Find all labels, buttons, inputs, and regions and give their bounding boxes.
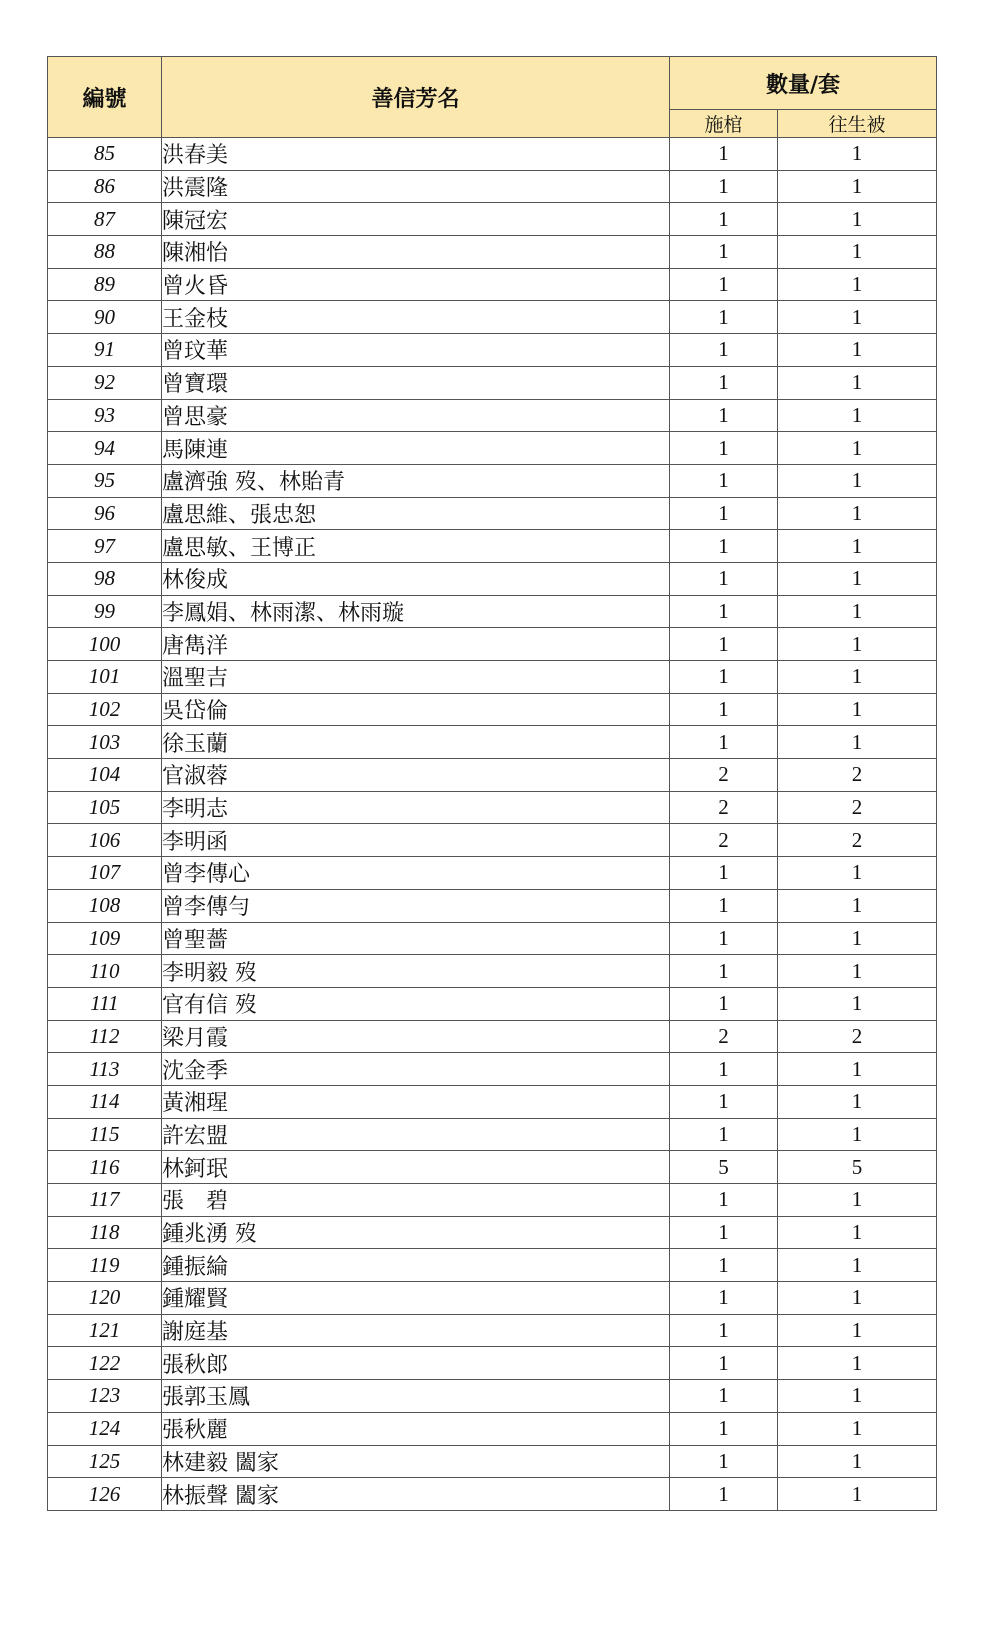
row-coffin-qty: 1 — [670, 236, 778, 269]
row-coffin-qty: 1 — [670, 1216, 778, 1249]
row-shroud-qty: 1 — [778, 562, 937, 595]
row-number: 96 — [48, 497, 162, 530]
row-shroud-qty: 1 — [778, 987, 937, 1020]
row-number: 114 — [48, 1085, 162, 1118]
row-coffin-qty: 1 — [670, 138, 778, 171]
row-name: 謝庭基 — [162, 1314, 670, 1347]
row-name: 唐雋洋 — [162, 628, 670, 661]
row-name: 陳湘怡 — [162, 236, 670, 269]
row-coffin-qty: 1 — [670, 1249, 778, 1282]
table-row — [48, 1249, 937, 1282]
row-shroud-qty: 1 — [778, 595, 937, 628]
table-row — [48, 497, 937, 530]
header-number: 編號 — [48, 57, 162, 138]
header-name: 善信芳名 — [162, 57, 670, 138]
row-shroud-qty: 1 — [778, 1314, 937, 1347]
row-name: 林俊成 — [162, 562, 670, 595]
table-row — [48, 138, 937, 171]
row-number: 98 — [48, 562, 162, 595]
row-name: 曾思豪 — [162, 399, 670, 432]
row-number: 101 — [48, 661, 162, 694]
row-coffin-qty: 1 — [670, 1380, 778, 1413]
row-shroud-qty: 2 — [778, 759, 937, 792]
row-name: 曾李傳勻 — [162, 889, 670, 922]
table-row — [48, 726, 937, 759]
row-number: 105 — [48, 791, 162, 824]
table-row — [48, 301, 937, 334]
table-row — [48, 203, 937, 236]
row-coffin-qty: 1 — [670, 595, 778, 628]
row-name: 張秋麗 — [162, 1412, 670, 1445]
row-number: 86 — [48, 170, 162, 203]
row-coffin-qty: 1 — [670, 530, 778, 563]
row-name: 林振聲 闔家 — [162, 1478, 670, 1511]
row-shroud-qty: 1 — [778, 693, 937, 726]
row-shroud-qty: 1 — [778, 1216, 937, 1249]
table-row — [48, 628, 937, 661]
table-row — [48, 1445, 937, 1478]
row-name: 張郭玉鳳 — [162, 1380, 670, 1413]
row-coffin-qty: 1 — [670, 562, 778, 595]
row-coffin-qty: 1 — [670, 1053, 778, 1086]
row-shroud-qty: 1 — [778, 1249, 937, 1282]
row-number: 103 — [48, 726, 162, 759]
row-number: 111 — [48, 987, 162, 1020]
row-coffin-qty: 1 — [670, 1478, 778, 1511]
row-number: 104 — [48, 759, 162, 792]
row-number: 119 — [48, 1249, 162, 1282]
row-number: 117 — [48, 1184, 162, 1217]
row-name: 盧思敏、王博正 — [162, 530, 670, 563]
table-row — [48, 1314, 937, 1347]
row-shroud-qty: 1 — [778, 1478, 937, 1511]
row-number: 99 — [48, 595, 162, 628]
table-row — [48, 366, 937, 399]
row-shroud-qty: 1 — [778, 726, 937, 759]
row-number: 122 — [48, 1347, 162, 1380]
row-number: 116 — [48, 1151, 162, 1184]
row-number: 107 — [48, 857, 162, 890]
row-coffin-qty: 1 — [670, 987, 778, 1020]
table-row — [48, 1347, 937, 1380]
row-shroud-qty: 1 — [778, 1184, 937, 1217]
table-row — [48, 987, 937, 1020]
row-number: 100 — [48, 628, 162, 661]
row-shroud-qty: 2 — [778, 1020, 937, 1053]
table-row — [48, 1151, 937, 1184]
row-coffin-qty: 1 — [670, 661, 778, 694]
row-name: 陳冠宏 — [162, 203, 670, 236]
row-coffin-qty: 1 — [670, 1282, 778, 1315]
header-shroud: 往生被 — [778, 110, 937, 138]
table-row — [48, 236, 937, 269]
row-shroud-qty: 1 — [778, 889, 937, 922]
row-coffin-qty: 1 — [670, 628, 778, 661]
row-coffin-qty: 1 — [670, 268, 778, 301]
row-coffin-qty: 5 — [670, 1151, 778, 1184]
row-shroud-qty: 2 — [778, 791, 937, 824]
row-number: 87 — [48, 203, 162, 236]
row-coffin-qty: 1 — [670, 497, 778, 530]
table-row — [48, 1282, 937, 1315]
row-coffin-qty: 1 — [670, 857, 778, 890]
row-coffin-qty: 1 — [670, 399, 778, 432]
row-number: 89 — [48, 268, 162, 301]
row-name: 曾寶環 — [162, 366, 670, 399]
row-coffin-qty: 2 — [670, 791, 778, 824]
table-body — [48, 138, 937, 1511]
row-coffin-qty: 1 — [670, 464, 778, 497]
row-number: 125 — [48, 1445, 162, 1478]
table-header — [48, 57, 937, 138]
row-coffin-qty: 1 — [670, 1314, 778, 1347]
table-row — [48, 693, 937, 726]
row-coffin-qty: 2 — [670, 759, 778, 792]
row-number: 85 — [48, 138, 162, 171]
row-number: 118 — [48, 1216, 162, 1249]
row-coffin-qty: 1 — [670, 334, 778, 367]
row-name: 林鈳珉 — [162, 1151, 670, 1184]
table-row — [48, 955, 937, 988]
row-shroud-qty: 1 — [778, 1282, 937, 1315]
row-shroud-qty: 1 — [778, 464, 937, 497]
row-coffin-qty: 1 — [670, 1445, 778, 1478]
row-number: 94 — [48, 432, 162, 465]
row-coffin-qty: 1 — [670, 432, 778, 465]
row-name: 溫聖吉 — [162, 661, 670, 694]
table-row — [48, 1380, 937, 1413]
row-coffin-qty: 1 — [670, 955, 778, 988]
row-number: 109 — [48, 922, 162, 955]
row-name: 王金枝 — [162, 301, 670, 334]
row-coffin-qty: 2 — [670, 824, 778, 857]
row-name: 馬陳連 — [162, 432, 670, 465]
row-number: 108 — [48, 889, 162, 922]
table-row — [48, 432, 937, 465]
row-name: 李鳳娟、林雨潔、林雨璇 — [162, 595, 670, 628]
row-coffin-qty: 1 — [670, 203, 778, 236]
row-shroud-qty: 1 — [778, 301, 937, 334]
row-name: 李明函 — [162, 824, 670, 857]
table-row — [48, 661, 937, 694]
row-number: 91 — [48, 334, 162, 367]
row-shroud-qty: 2 — [778, 824, 937, 857]
table-row — [48, 922, 937, 955]
row-coffin-qty: 1 — [670, 366, 778, 399]
table-row — [48, 824, 937, 857]
row-coffin-qty: 1 — [670, 170, 778, 203]
row-shroud-qty: 1 — [778, 236, 937, 269]
row-number: 113 — [48, 1053, 162, 1086]
row-coffin-qty: 1 — [670, 1085, 778, 1118]
row-coffin-qty: 1 — [670, 1412, 778, 1445]
table-row — [48, 595, 937, 628]
table-row — [48, 268, 937, 301]
table-row — [48, 464, 937, 497]
donor-table — [47, 56, 937, 1511]
row-number: 95 — [48, 464, 162, 497]
table-row — [48, 1216, 937, 1249]
row-shroud-qty: 1 — [778, 268, 937, 301]
table-row — [48, 530, 937, 563]
row-number: 126 — [48, 1478, 162, 1511]
table-row — [48, 1020, 937, 1053]
row-shroud-qty: 1 — [778, 1053, 937, 1086]
row-number: 110 — [48, 955, 162, 988]
row-number: 102 — [48, 693, 162, 726]
row-coffin-qty: 1 — [670, 922, 778, 955]
row-name: 張 碧 — [162, 1184, 670, 1217]
table-row — [48, 1478, 937, 1511]
table-row — [48, 334, 937, 367]
row-shroud-qty: 1 — [778, 1118, 937, 1151]
row-name: 曾火昏 — [162, 268, 670, 301]
row-shroud-qty: 1 — [778, 955, 937, 988]
row-number: 124 — [48, 1412, 162, 1445]
row-name: 曾玟華 — [162, 334, 670, 367]
row-name: 黃湘瑆 — [162, 1085, 670, 1118]
row-number: 93 — [48, 399, 162, 432]
row-name: 洪震隆 — [162, 170, 670, 203]
row-shroud-qty: 1 — [778, 661, 937, 694]
row-number: 88 — [48, 236, 162, 269]
row-coffin-qty: 1 — [670, 726, 778, 759]
row-name: 鍾振綸 — [162, 1249, 670, 1282]
row-shroud-qty: 1 — [778, 497, 937, 530]
row-name: 曾李傳心 — [162, 857, 670, 890]
row-coffin-qty: 2 — [670, 1020, 778, 1053]
row-number: 123 — [48, 1380, 162, 1413]
table-row — [48, 759, 937, 792]
row-name: 洪春美 — [162, 138, 670, 171]
row-name: 沈金季 — [162, 1053, 670, 1086]
row-shroud-qty: 1 — [778, 432, 937, 465]
row-shroud-qty: 1 — [778, 628, 937, 661]
row-shroud-qty: 1 — [778, 334, 937, 367]
row-name: 曾聖薔 — [162, 922, 670, 955]
row-shroud-qty: 1 — [778, 170, 937, 203]
row-shroud-qty: 1 — [778, 1380, 937, 1413]
row-name: 鍾兆湧 歿 — [162, 1216, 670, 1249]
row-name: 許宏盟 — [162, 1118, 670, 1151]
header-quantity: 數量/套 — [670, 57, 937, 110]
row-coffin-qty: 1 — [670, 301, 778, 334]
row-shroud-qty: 1 — [778, 203, 937, 236]
row-coffin-qty: 1 — [670, 1347, 778, 1380]
row-shroud-qty: 1 — [778, 366, 937, 399]
row-shroud-qty: 1 — [778, 399, 937, 432]
row-number: 115 — [48, 1118, 162, 1151]
header-coffin: 施棺 — [670, 110, 778, 138]
row-name: 李明毅 歿 — [162, 955, 670, 988]
row-number: 90 — [48, 301, 162, 334]
row-shroud-qty: 5 — [778, 1151, 937, 1184]
row-name: 盧思維、張忠恕 — [162, 497, 670, 530]
row-name: 官淑蓉 — [162, 759, 670, 792]
row-shroud-qty: 1 — [778, 138, 937, 171]
row-number: 121 — [48, 1314, 162, 1347]
table-row — [48, 170, 937, 203]
table-row — [48, 889, 937, 922]
row-name: 鍾耀賢 — [162, 1282, 670, 1315]
row-name: 張秋郎 — [162, 1347, 670, 1380]
row-coffin-qty: 1 — [670, 889, 778, 922]
row-coffin-qty: 1 — [670, 1118, 778, 1151]
row-number: 106 — [48, 824, 162, 857]
table-row — [48, 1184, 937, 1217]
row-number: 120 — [48, 1282, 162, 1315]
table-row — [48, 1118, 937, 1151]
table-row — [48, 399, 937, 432]
row-number: 97 — [48, 530, 162, 563]
row-coffin-qty: 1 — [670, 1184, 778, 1217]
row-number: 112 — [48, 1020, 162, 1053]
row-shroud-qty: 1 — [778, 922, 937, 955]
row-coffin-qty: 1 — [670, 693, 778, 726]
table-row — [48, 857, 937, 890]
row-shroud-qty: 1 — [778, 1347, 937, 1380]
row-name: 李明志 — [162, 791, 670, 824]
table-row — [48, 1085, 937, 1118]
row-shroud-qty: 1 — [778, 857, 937, 890]
row-name: 梁月霞 — [162, 1020, 670, 1053]
row-name: 盧濟強 歿、林貽青 — [162, 464, 670, 497]
row-shroud-qty: 1 — [778, 530, 937, 563]
row-name: 徐玉蘭 — [162, 726, 670, 759]
row-shroud-qty: 1 — [778, 1085, 937, 1118]
table-row — [48, 562, 937, 595]
row-name: 官有信 歿 — [162, 987, 670, 1020]
table-row — [48, 1053, 937, 1086]
row-shroud-qty: 1 — [778, 1445, 937, 1478]
row-number: 92 — [48, 366, 162, 399]
row-name: 林建毅 闔家 — [162, 1445, 670, 1478]
table-row — [48, 791, 937, 824]
table-row — [48, 1412, 937, 1445]
row-name: 吳岱倫 — [162, 693, 670, 726]
row-shroud-qty: 1 — [778, 1412, 937, 1445]
